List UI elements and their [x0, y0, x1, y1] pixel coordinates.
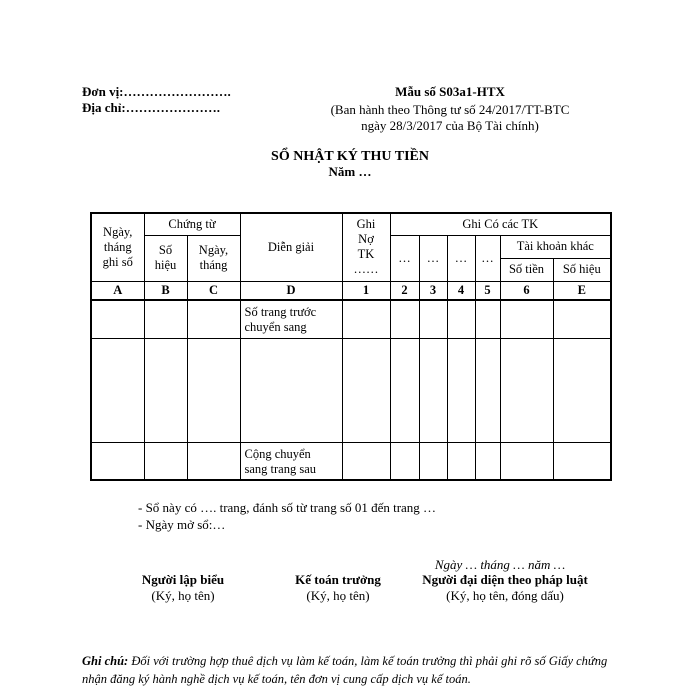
ledger-table	[90, 212, 612, 481]
code-cell: D	[240, 281, 342, 300]
code-cell: B	[144, 281, 187, 300]
issued-line-2: ngày 28/3/2017 của Bộ Tài chính)	[361, 118, 539, 133]
code-cell: 4	[447, 281, 475, 300]
col-voucher-date: Ngày, tháng	[187, 235, 240, 281]
unit-label: Đơn vị:…………………….	[82, 84, 231, 99]
col-voucher-header: Chứng từ	[144, 213, 240, 235]
col-credit-dots-4: …	[475, 235, 500, 281]
col-debit-header: Ghi Nợ TK ……	[342, 213, 390, 281]
col-credit-dots-1: …	[390, 235, 419, 281]
table-row	[91, 442, 611, 480]
code-row	[91, 281, 611, 300]
form-code: Mẫu số S03a1-HTX	[395, 84, 505, 99]
code-cell: 2	[390, 281, 419, 300]
signer-preparer: Người lập biểu (Ký, họ tên)	[141, 572, 225, 603]
sign-date: Ngày … tháng … năm …	[434, 557, 566, 572]
footnote	[82, 652, 620, 688]
code-cell: A	[91, 281, 144, 300]
col-voucher-no: Số hiệu	[144, 235, 187, 281]
col-date-header: Ngày, tháng ghi số	[91, 213, 144, 281]
note-label: Ghi chú:	[82, 654, 129, 668]
row-brought-forward: Số trang trước chuyển sang	[240, 300, 342, 338]
code-cell: 6	[500, 281, 553, 300]
table-row	[91, 300, 611, 338]
code-cell: C	[187, 281, 240, 300]
col-desc-header: Diễn giải	[240, 213, 342, 281]
row-carried-forward: Cộng chuyển sang trang sau	[240, 442, 342, 480]
col-credit-dots-2: …	[419, 235, 447, 281]
table-row	[91, 338, 611, 442]
col-amount: Số tiền	[500, 258, 553, 281]
page-title: SỔ NHẬT KÝ THU TIỀN	[271, 149, 429, 164]
col-credit-header: Ghi Có các TK	[390, 213, 611, 235]
note-text: Đối với trường hợp thuê dịch vụ làm kế toán, làm kế toán trưởng thì phải ghi rõ số Giấy chứng nhận đăng ký hành nghề dịch vụ kế toán, tên đơn vị cung cấp dịch vụ kế toán.	[82, 654, 608, 686]
code-cell: 1	[342, 281, 390, 300]
year-label: Năm …	[328, 164, 372, 179]
signer-chief-accountant: Kế toán trưởng (Ký, họ tên)	[295, 572, 381, 603]
code-cell: 5	[475, 281, 500, 300]
col-account-no: Số hiệu	[553, 258, 611, 281]
issued-line-1: (Ban hành theo Thông tư số 24/2017/TT-BTC	[330, 102, 570, 117]
pages-line: - Sổ này có …. trang, đánh số từ trang số 01 đến trang …	[138, 500, 437, 515]
code-cell: E	[553, 281, 611, 300]
col-credit-dots-3: …	[447, 235, 475, 281]
address-label: Địa chỉ:………………….	[82, 100, 220, 115]
code-cell: 3	[419, 281, 447, 300]
col-other-accounts: Tài khoản khác	[500, 235, 611, 258]
open-date-line: - Ngày mở sổ:…	[138, 517, 226, 532]
signer-legal-representative: Người đại diện theo pháp luật (Ký, họ tên, đóng dấu)	[422, 572, 588, 603]
